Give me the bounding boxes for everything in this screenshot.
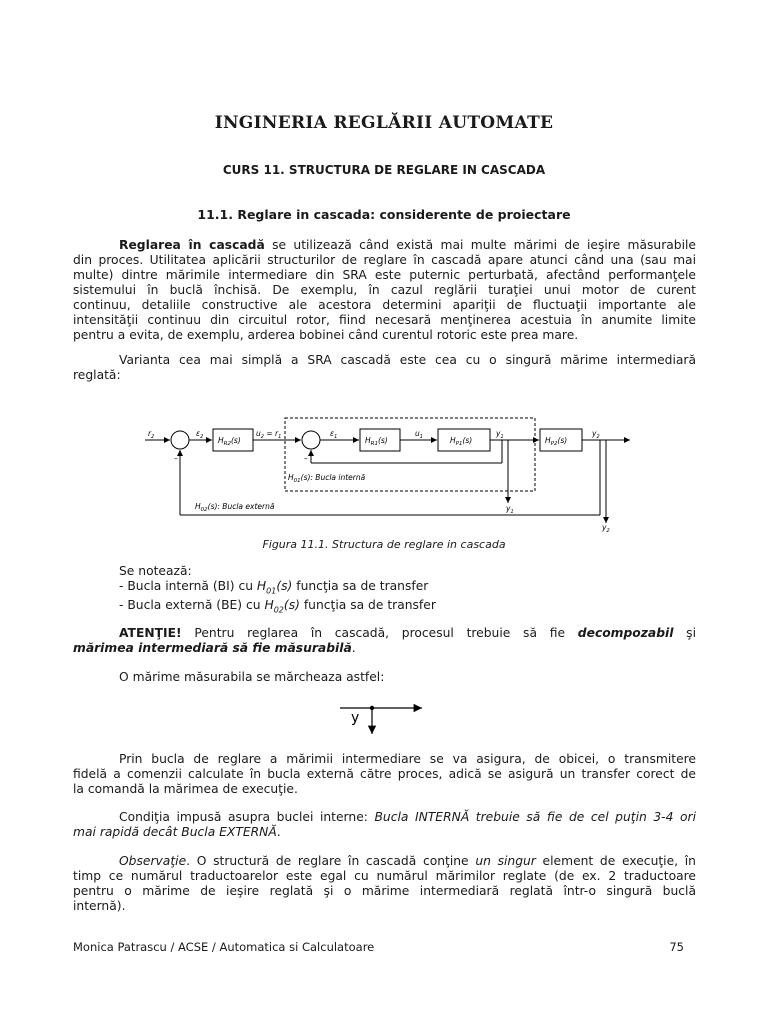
- text-line: multe) dintre mărimile intermediare din SRA este puternic perturbată, afectând performanţele: [73, 268, 696, 282]
- inner-loop-label: $H_{01}(s)$: Bucla internă: [288, 473, 366, 484]
- emphasis-text: mărimea intermediară să fie măsurabilă: [73, 641, 352, 655]
- text-span: .: [351, 641, 356, 655]
- inner-sum-junction: [302, 431, 320, 449]
- page-number: 75: [669, 940, 684, 954]
- text-line: [73, 238, 696, 253]
- text-span: funcţia sa de transfer: [299, 598, 436, 613]
- paragraph-intro: [73, 238, 696, 343]
- inner-minus-sign: –: [304, 454, 308, 463]
- section-heading: 11.1. Reglare in cascada: considerente de proiectare: [197, 207, 571, 222]
- text-line: pentru a evita, de exemplu, arderea bobinei când curentul rotoric este prea mare.: [73, 328, 579, 342]
- measured-signal-symbol: [340, 698, 430, 740]
- text-line: [73, 626, 696, 641]
- outer-minus-sign: –: [174, 454, 178, 463]
- text-span: 01: [266, 586, 277, 596]
- footer-author: Monica Patrascu / ACSE / Automatica si Calculatoare: [73, 940, 375, 954]
- text-line: intensităţii continuu din circuitul rotor, fiind necesară menţinerea acestuia în anumite limite: [73, 313, 696, 327]
- text-span: . O structură de reglare în cascadă conţine: [186, 854, 476, 868]
- signal-e2: $\varepsilon_2$: [196, 429, 204, 440]
- text-line: [73, 854, 696, 869]
- text-line: [73, 641, 696, 656]
- text-span: H: [256, 579, 267, 593]
- text-span: Prin bucla de reglare a mărimii intermediare se va asigura, de obicei, o transmitere: [119, 752, 696, 766]
- emphasis-text: un singur: [475, 854, 536, 868]
- signal-u2-r1: $u_2 = r_1$: [256, 429, 282, 440]
- text-span: 02: [273, 605, 284, 615]
- note-bi: [73, 579, 696, 598]
- emphasis-text: mai rapidă decât Bucla EXTERNĂ: [73, 825, 277, 839]
- text-line: fidelă a comenzii calculate în bucla externă către proces, adică se asigură un transfer corect de: [73, 767, 696, 781]
- bold-term: ATENŢIE!: [119, 626, 182, 640]
- block-hr2-label: $H_{R2}(s)$: [218, 436, 241, 447]
- note-be: [73, 598, 696, 617]
- text-line: [73, 564, 696, 579]
- figure-caption: Figura 11.1. Structura de reglare in cascada: [262, 538, 506, 551]
- paragraph-condition: [73, 810, 696, 840]
- text-line: reglată:: [73, 368, 121, 382]
- text-span: (s): [283, 598, 300, 613]
- text-span: Se notează:: [119, 564, 192, 578]
- block-hp1-label: $H_{P1}(s)$: [450, 436, 473, 447]
- cascade-block-diagram: [140, 405, 640, 535]
- text-line: pentru o mărime de ieşire reglată şi o mărime intermediară reglată într-o singură buclă: [73, 884, 696, 898]
- text-span: .: [276, 825, 281, 839]
- signal-y2: $y_2$: [592, 429, 600, 440]
- paragraph-variant: [73, 353, 696, 383]
- text-span: se utilizează când există mai multe mărimi de ieşire măsurabile: [264, 238, 696, 252]
- symbol-y: y: [351, 710, 360, 726]
- block-hp2-label: $H_{P2}(s)$: [545, 436, 568, 447]
- text-span: Pentru reglarea în cascadă, procesul trebuie să fie: [181, 626, 578, 640]
- document-title: INGINERIA REGLĂRII AUTOMATE: [214, 113, 554, 133]
- emphasis-text: Bucla INTERNĂ trebuie să fie de cel puţin 3-4 ori: [374, 810, 696, 824]
- outer-loop-label: $H_{02}(s)$: Bucla externă: [195, 502, 275, 513]
- paragraph-inner-loop: [73, 752, 696, 797]
- attention-block: [73, 626, 696, 656]
- outer-sum-junction: [171, 431, 189, 449]
- text-span: (s): [276, 579, 293, 593]
- text-line: internă).: [73, 899, 126, 913]
- text-span: element de execuţie, în: [535, 854, 696, 868]
- text-span: Varianta cea mai simplă a SRA cascadă este cea cu o singură mărime intermediară: [119, 353, 696, 367]
- signal-e1: $\varepsilon_1$: [330, 429, 338, 440]
- text-line: din proces. Utilitatea aplicării structurilor de reglare în cascadă apare atunci când una (sau mai: [73, 253, 696, 267]
- text-span: - Bucla internă (BI) cu: [119, 579, 257, 593]
- text-span: funcţia sa de transfer: [292, 579, 429, 593]
- text-line: la comandă la mărimea de execuţie.: [73, 782, 298, 796]
- text-line: timp ce numărul traductoarelor este egal cu numărul mărimilor reglate (de ex. 2 traductoare: [73, 869, 696, 883]
- text-span: - Bucla externă (BE) cu: [119, 598, 265, 613]
- text-line: [73, 353, 696, 368]
- marker-paragraph: [73, 670, 696, 685]
- block-hr1-label: $H_{R1}(s)$: [365, 436, 388, 447]
- signal-y2-measured: $y_2$: [602, 523, 610, 534]
- signal-u1: $u_1$: [415, 429, 423, 440]
- text-line: [73, 752, 696, 767]
- emphasis-text: decompozabil: [577, 626, 674, 640]
- text-line: [73, 825, 696, 840]
- course-title: CURS 11. STRUCTURA DE REGLARE IN CASCADA: [222, 163, 546, 177]
- text-line: sistemului în buclă închisă. De exemplu, în cazul reglării turaţiei unui motor de curent: [73, 283, 696, 297]
- signal-y1: $y_1$: [496, 429, 504, 440]
- bold-term: Reglarea în cascadă: [119, 238, 265, 252]
- emphasis-text: Observaţie: [119, 854, 187, 868]
- text-line: [73, 810, 696, 825]
- signal-y1-measured: $y_1$: [506, 504, 514, 515]
- text-span: O mărime măsurabila se mărcheaza astfel:: [119, 670, 385, 684]
- text-line: [73, 670, 696, 685]
- paragraph-observation: [73, 854, 696, 914]
- text-line: continuu, detaliile constructive ale acestora determini apariţii de fluctuaţii importante ale: [73, 298, 696, 312]
- signal-r2: $r_2$: [148, 429, 155, 440]
- notes-block: [73, 564, 696, 618]
- text-span: H: [264, 598, 274, 613]
- text-span: şi: [673, 626, 696, 640]
- page-footer: [73, 940, 684, 954]
- text-span: Condiţia impusă asupra buclei interne:: [119, 810, 375, 824]
